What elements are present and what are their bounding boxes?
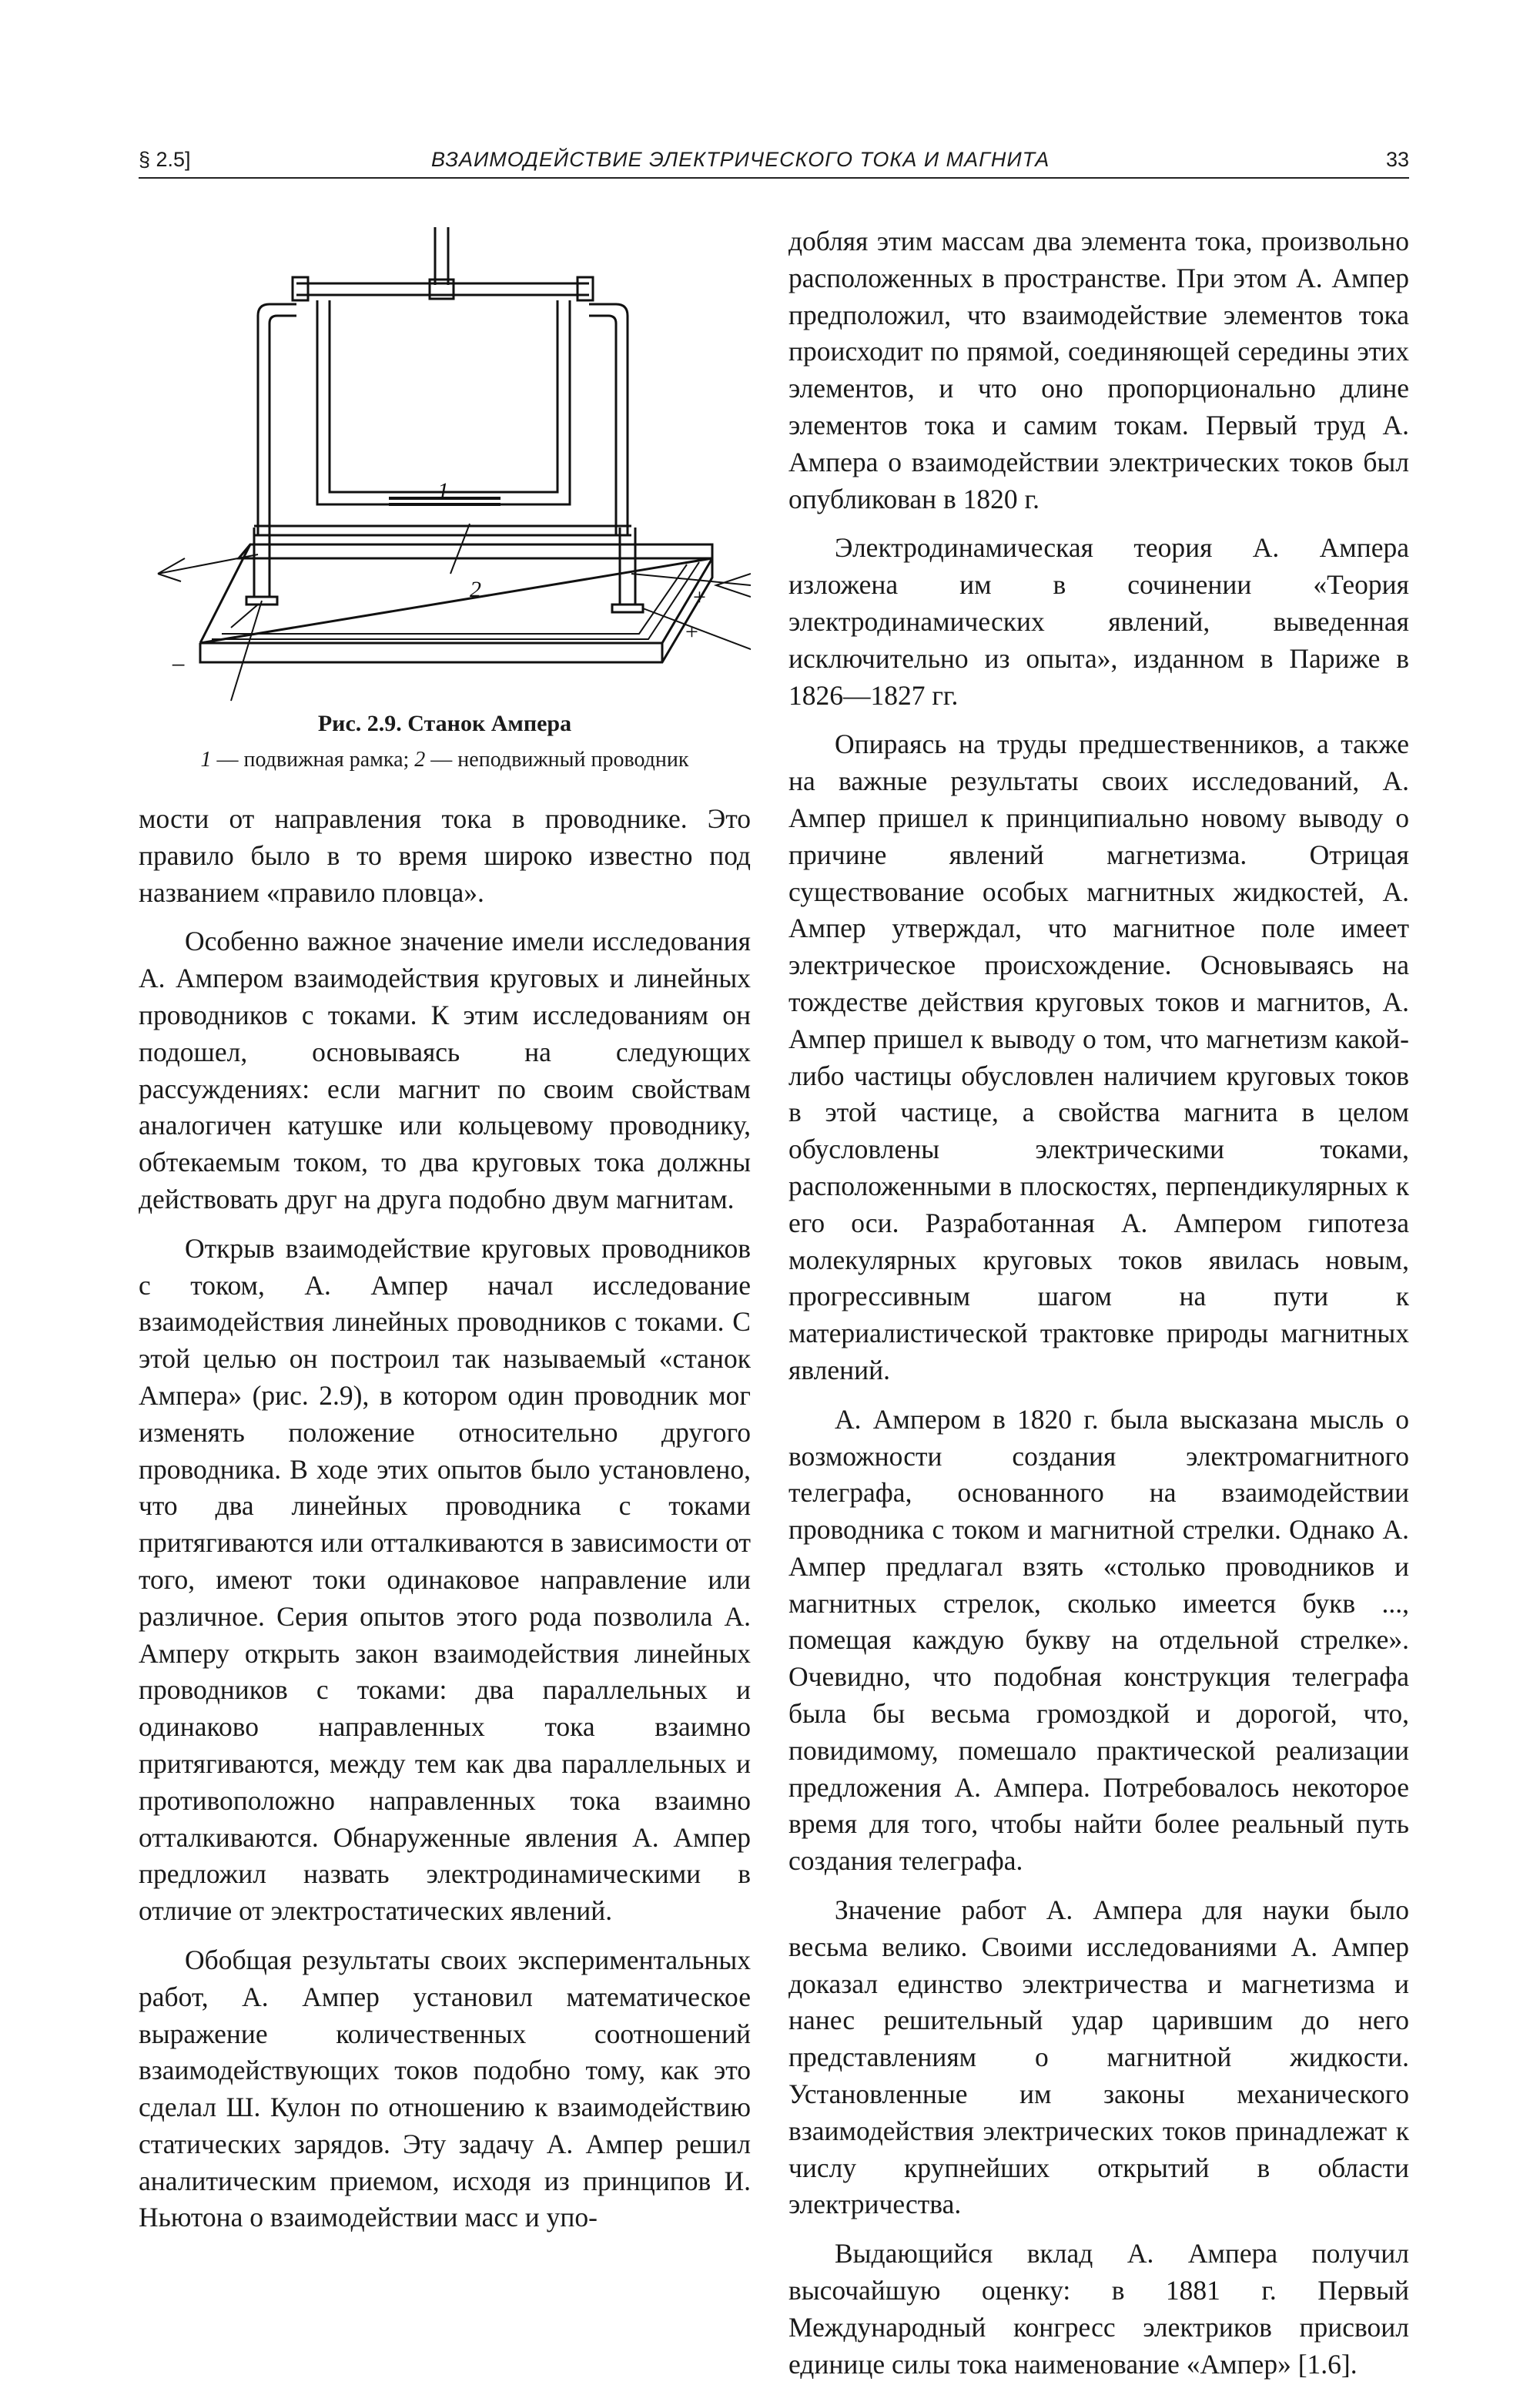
right-column: [788, 223, 1409, 2395]
paragraph: Электродинамическая теория А. Ампера изложена им в сочинении «Теория электродинамических явлений, выведенная исключительно из опыта», изданном в Париже в 1826—1827 гг.: [788, 532, 1409, 711]
legend-number-2: 2: [414, 748, 426, 772]
label-2: 2: [470, 577, 481, 602]
paragraph: Значение работ А. Ампера для науки было весьма велико. Своими исследованиями А. Ампер доказал единство электричества и магнетизма и нанес решительный удар царившим до него представлениям о магнитной жидкости. Установленные им законы механического взаимодействия электрических токов принадлежат к числу крупнейших открытий в области электричества.: [788, 1894, 1409, 2220]
paragraph: Особенно важное значение имели исследования А. Ампером взаимодействия круговых и линейных проводников с токами. К этим исследованиям он подошел, основываясь на следующих рассуждениях: если магнит по своим свойствам аналогичен катушке или кольцевому проводнику, обтекаемым током, то два круговых тока должны действовать друг на друга подобно двум магнитам.: [139, 926, 751, 1214]
paragraph: Открыв взаимодействие круговых проводников с током, А. Ампер начал исследование взаимодействия линейных проводников с токами. С этой целью он построил так называемый «станок Ампера» (рис. 2.9), в котором один проводник мог изменять положение относительно другого проводника. В ходе этих опытов было установлено, что два линейных проводника с токами притягиваются или отталкиваются в зависимости от того, имеют токи одинаковое направление или различное. Серия опытов этого рода позволила А. Амперу открыть закон взаимодействия линейных проводников с токами: два параллельных и одинаково направленных тока взаимно притягиваются, между тем как два параллельных и противоположно направленных тока взаимно отталкиваются. Обнаруженные явления А. Ампер предложил назвать электродинамическими в отличие от электростатических явлений.: [139, 1232, 751, 1927]
plus-sign-2: +: [685, 619, 698, 645]
figure-legend: [139, 748, 751, 772]
legend-text-2: — неподвижный проводник: [425, 748, 689, 772]
paragraph: А. Ампером в 1820 г. была высказана мысль о возможности создания электромагнитного телеграфа, основанного на взаимодействии проводника с током и магнитной стрелки. Однако А. Ампер предлагал взять «столько проводников и магнитных стрелок, сколько имеется букв ..., помещая каждую букву на отдельной стрелке». Очевидно, что подобная конструкция телеграфа была бы весьма громоздкой и дорогой, что, повидимому, помешало практической реализации предложения А. Ампера. Потребовалось некоторое время для того, чтобы найти более реальный путь создания телеграфа.: [788, 1403, 1409, 1877]
top-bar: [296, 283, 589, 295]
page-number: 33: [1385, 148, 1409, 171]
section-number: § 2.5]: [139, 148, 191, 171]
suspension-rod: [435, 227, 448, 285]
running-header: [139, 139, 1409, 179]
label-1: 1: [437, 478, 449, 504]
ampere-stand-drawing: [139, 212, 751, 705]
fixed-conductor: [254, 526, 631, 535]
figure-caption: Рис. 2.9. Станок Ампера: [317, 711, 572, 736]
paragraph: Обобщая результаты своих экспериментальных работ, А. Ампер установил математическое выражение количественных соотношений взаимодействующих токов подобно тому, как это сделал Ш. Кулон по отношению к взаимодействию статических зарядов. Эту задачу А. Ампер решил аналитическим приемом, исходя из принципов И. Ньютона о взаимодействии масс и упо-: [139, 1944, 751, 2233]
label-2-leader: [450, 524, 470, 574]
running-title: ВЗАИМОДЕЙСТВИЕ ЭЛЕКТРИЧЕСКОГО ТОКА И МАГНИТА: [431, 148, 1050, 171]
paragraph: Опираясь на труды предшественников, а также на важные результаты своих исследований, А. Ампер пришел к принципиально новому выводу о причине явлений магнетизма. Отрицая существование особых магнитных жидкостей, А. Ампер утверждал, что магнитное поле имеет электрическое происхождение. Основываясь на тождестве действия круговых токов и магнитов, А. Ампер пришел к выводу о том, что магнетизм какой-либо частицы обусловлен наличием круговых токов в этой частице, а свойства магнита в целом обусловлены электрическими токами, расположенными в плоскостях, перпендикулярных к его оси. Разработанная А. Ампером гипотеза молекулярных круговых токов явилась новым, прогрессивным шагом на пути к материалистической трактовке природы магнитных явлений.: [788, 729, 1409, 1385]
minus-sign: −: [171, 652, 186, 680]
figure-ampere-stand: [139, 212, 751, 797]
movable-frame: [317, 300, 570, 504]
top-left-cup: [293, 277, 308, 300]
paragraph: мости от направления тока в проводнике. Это правило было в то время широко известно под названием «правило пловца».: [139, 803, 751, 908]
left-lead-wire: [231, 601, 262, 701]
left-column: [139, 801, 751, 2249]
left-upright: [258, 304, 296, 535]
paragraph: Выдающийся вклад А. Ампера получил высочайшую оценку: в 1881 г. Первый Международный конгресс электриков присвоил единице силы тока наименование «Ампер» [1.6].: [788, 2238, 1409, 2380]
right-upright: [589, 304, 628, 535]
left-post: [246, 528, 277, 605]
legend-text-1: — подвижная рамка;: [211, 748, 415, 772]
base-top-edge: [239, 544, 712, 558]
legend-number-1: 1: [200, 748, 212, 772]
plus-sign-1: +: [693, 585, 706, 610]
base-left-edge: [200, 544, 250, 643]
top-right-cup: [578, 277, 593, 300]
paragraph: добляя этим массам два элемента тока, произвольно расположенных в пространстве. При этом А. Ампер предположил, что взаимодействие элементов тока происходит по прямой, соединяющей середины этих элементов, и что оно пропорционально длине элементов тока и самим токам. Первый труд А. Ампера о взаимодействии электрических токов был опубликован в 1820 г.: [788, 226, 1409, 514]
